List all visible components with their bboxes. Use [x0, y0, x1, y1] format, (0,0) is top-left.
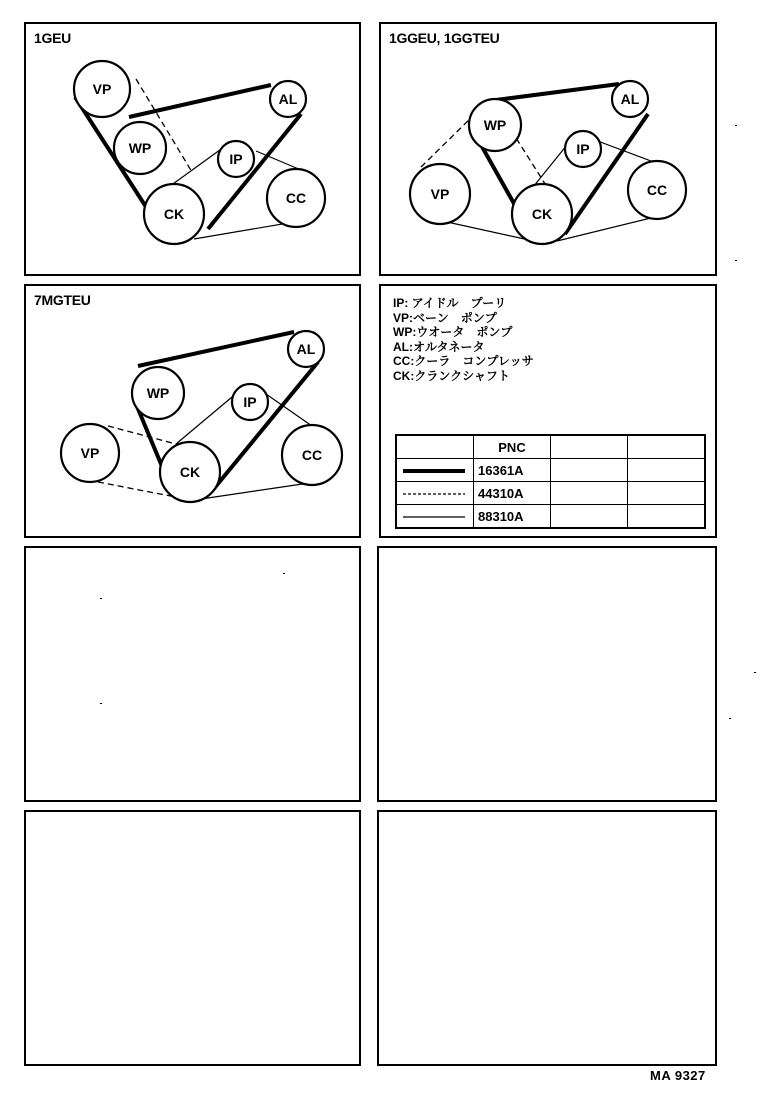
pulley-label-wp: WP [146, 385, 170, 401]
pulley-label-vp: VP [430, 186, 450, 202]
pulley-label-cc: CC [285, 190, 307, 206]
scan-speck [735, 260, 737, 261]
abbreviation-legend [393, 296, 534, 383]
table-row [396, 505, 705, 529]
pulley-label-al: AL [278, 91, 298, 107]
line-sample-thick [396, 459, 474, 482]
pnc-header: PNC [474, 435, 551, 459]
empty-panel [377, 546, 717, 802]
pulley-label-cc: CC [301, 447, 323, 463]
legend-item-ip: IP: アイドル プーリ [393, 296, 507, 310]
legend-item-ck: CK:クランクシャフト [393, 368, 510, 383]
line-sample-thin [396, 505, 474, 529]
table-row [396, 482, 705, 505]
pnc-value: 16361A [474, 459, 551, 482]
panel-title: 1GEU [34, 30, 71, 46]
pulley-label-ck: CK [163, 206, 185, 222]
reference-code: MA 9327 [650, 1068, 706, 1083]
scan-speck [735, 125, 737, 126]
pulley-label-ip: IP [229, 151, 243, 167]
legend-item-vp: VP:ベーン ポンプ [393, 310, 497, 325]
line-sample-dashed [396, 482, 474, 505]
pulley-label-wp: WP [483, 117, 507, 133]
empty-panel [24, 810, 361, 1066]
table-row [396, 459, 705, 482]
empty-panel [377, 810, 717, 1066]
pulley-label-vp: VP [80, 445, 100, 461]
pulley-label-ck: CK [531, 206, 553, 222]
legend-item-wp: WP:ウオータ ポンプ [393, 325, 513, 339]
scan-speck [729, 718, 731, 719]
pnc-table [395, 434, 706, 529]
pulley-label-ck: CK [179, 464, 201, 480]
pulley-label-cc: CC [646, 182, 668, 198]
legend-item-al: AL:オルタネータ [393, 339, 485, 354]
pulley-label-ip: IP [576, 141, 590, 157]
belt-routing-svg [26, 286, 359, 536]
table-header-row [396, 435, 705, 459]
scan-speck [100, 598, 102, 599]
panel-title: 1GGEU, 1GGTEU [389, 30, 500, 46]
panel-title: 7MGTEU [34, 292, 91, 308]
belt-diagram-1geu [24, 22, 361, 276]
empty-panel [24, 546, 361, 802]
legend-panel [379, 284, 717, 538]
pnc-value: 88310A [474, 505, 551, 529]
pulley-label-al: AL [620, 91, 640, 107]
pulley-label-vp: VP [92, 81, 112, 97]
belt-routing-svg [381, 24, 715, 274]
pnc-value: 44310A [474, 482, 551, 505]
scan-speck [283, 573, 285, 574]
scan-speck [100, 703, 102, 704]
pulley-label-ip: IP [243, 394, 257, 410]
pulley-label-wp: WP [128, 140, 152, 156]
pulley-label-al: AL [296, 341, 316, 357]
belt-diagram-1ggeu-1ggteu [379, 22, 717, 276]
scan-speck [754, 672, 756, 673]
belt-routing-svg [26, 24, 359, 274]
belt-diagram-7mgteu [24, 284, 361, 538]
legend-item-cc: CC:クーラ コンプレッサ [393, 354, 534, 368]
